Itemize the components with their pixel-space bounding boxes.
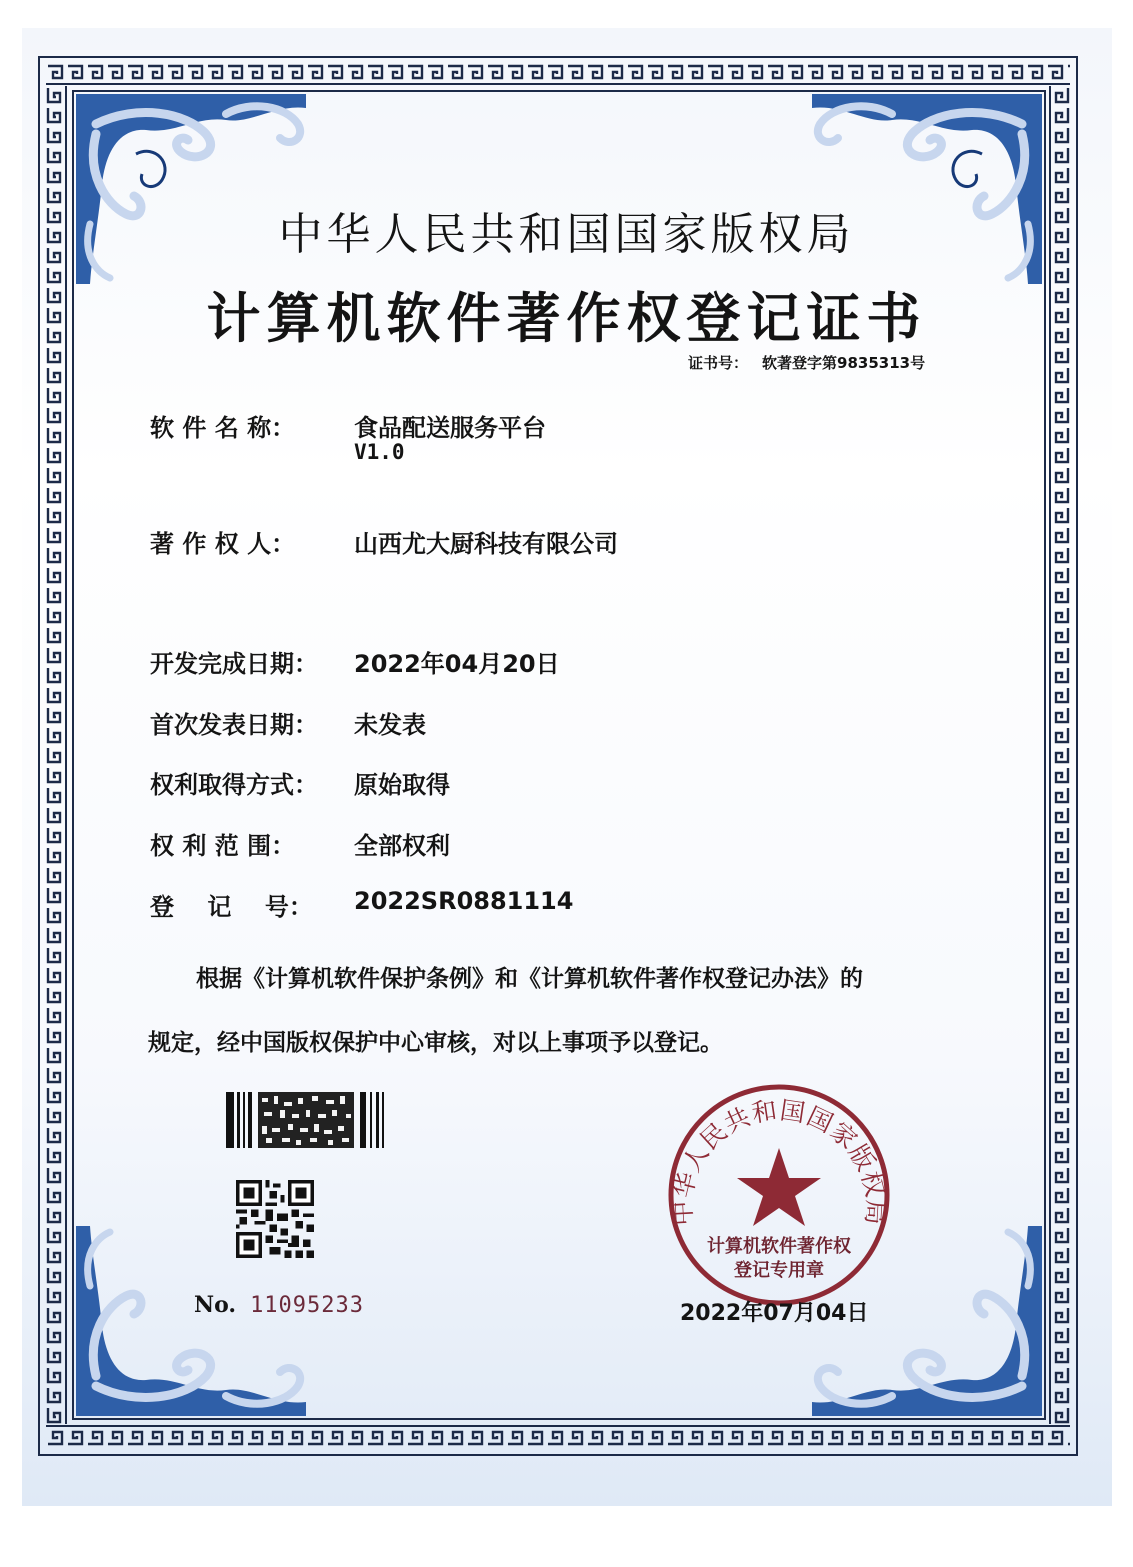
seal-outer-text: 中华人民共和国国家版权局 — [667, 1095, 891, 1227]
certificate-number-label: 证书号： — [688, 354, 749, 372]
field-value: 2022年04月20日 — [354, 650, 560, 678]
serial-label: No. — [194, 1292, 237, 1318]
field-label: 登 记 号： — [150, 893, 313, 921]
issuer-heading: 中华人民共和国国家版权局 — [278, 209, 855, 260]
field-value: 山西尤大厨科技有限公司 — [354, 530, 618, 558]
field-label: 著 作 权 人： — [150, 530, 296, 558]
software-version: V1.0 — [354, 440, 405, 464]
certificate-title: 计算机软件著作权登记证书 — [206, 286, 927, 350]
statement-line-1: 根据《计算机软件保护条例》和《计算机软件著作权登记办法》的 — [196, 966, 863, 992]
greek-key-border-top — [46, 64, 1070, 86]
field-label: 权利取得方式： — [150, 771, 318, 799]
star-icon — [737, 1148, 821, 1226]
issue-date: 2022年07月04日 — [680, 1301, 869, 1326]
seal-inner-line-1: 计算机软件著作权 — [707, 1236, 851, 1257]
field-value: 原始取得 — [354, 771, 450, 799]
statement-line-2: 规定，经中国版权保护中心审核，对以上事项予以登记。 — [148, 1030, 723, 1056]
serial-value: 11095233 — [250, 1293, 365, 1318]
field-value: 未发表 — [354, 711, 426, 739]
field-label: 软 件 名 称： — [150, 414, 296, 442]
field-label: 权 利 范 围： — [150, 832, 296, 860]
barcode-icon — [226, 1092, 386, 1148]
seal-inner-line-2: 登记专用章 — [734, 1260, 824, 1281]
field-value: 全部权利 — [354, 832, 450, 860]
field-label: 首次发表日期： — [150, 711, 318, 739]
certificate-number-value: 软著登字第9835313号 — [762, 354, 926, 372]
field-value: 2022SR0881114 — [354, 887, 574, 915]
official-seal-icon — [664, 1080, 894, 1310]
field-value: 食品配送服务平台 — [354, 414, 546, 442]
greek-key-border-bottom — [46, 1424, 1070, 1446]
qr-code-icon — [234, 1180, 316, 1258]
serial-number — [194, 1292, 364, 1318]
certificate-number — [688, 352, 925, 373]
field-label: 开发完成日期： — [150, 650, 318, 678]
